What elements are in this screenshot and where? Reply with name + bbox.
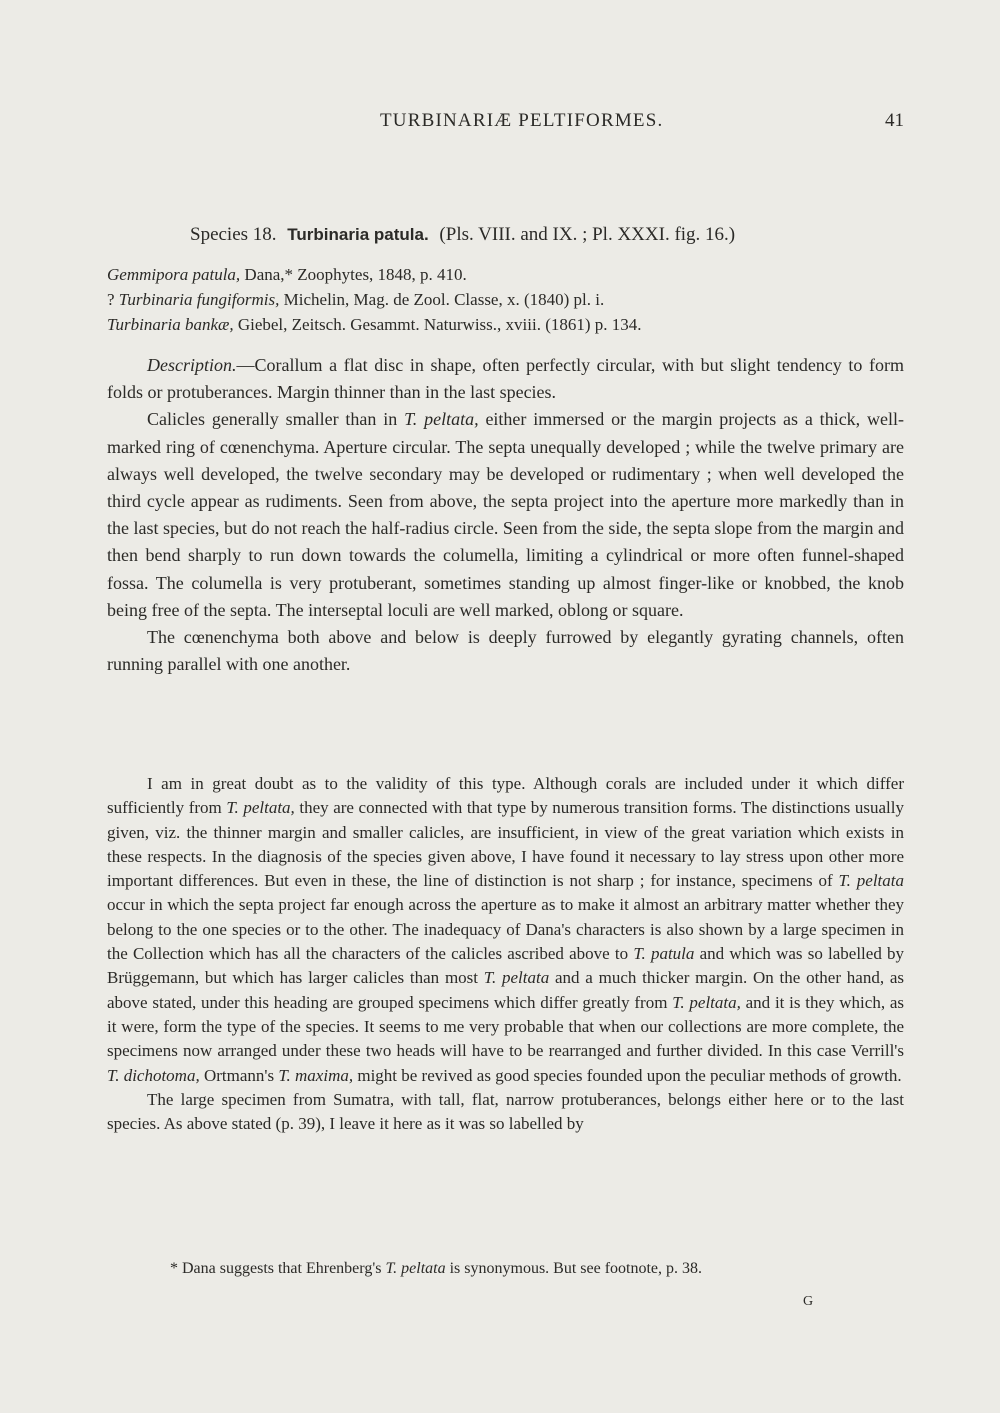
paragraph-text: The large specimen from Sumatra, with tall, flat, narrow protuberances, belongs either here or to the last species. As above stated (p. 39), I leave it here as it was so labelled by	[107, 1089, 904, 1134]
species-reference: T. peltata,	[672, 992, 741, 1012]
species-reference: T. peltata	[385, 1260, 446, 1277]
synonym-reference: Michelin, Mag. de Zool. Classe, x. (1840) pl. i.	[279, 290, 605, 309]
synonymy-list	[107, 262, 907, 337]
paragraph-text: I am in great doubt as to the validity of this type. Although corals are included under it which differ sufficiently from	[107, 774, 904, 818]
species-reference: T. peltata	[483, 968, 550, 988]
synonym-prefix: ?	[107, 290, 119, 309]
footnote	[170, 1260, 890, 1278]
species-reference: T. peltata	[838, 871, 904, 891]
calicles-paragraph	[107, 406, 904, 624]
sumatra-paragraph	[107, 1088, 904, 1137]
footnote-text: is synonymous. But see footnote, p. 38.	[445, 1260, 703, 1277]
paragraph-text: occur in which the septa project far enough across the aperture as to make it almost an arbitrary matter whether they belong to the one species or to the other. The inadequacy of Dana's characters is also shown by a large specimen in the Collection which has all the characters of the calicles ascribed above to	[107, 895, 904, 964]
synonym-name: Gemmipora patula,	[107, 265, 241, 284]
species-name: Turbinaria patula.	[287, 225, 429, 244]
synonym-entry	[107, 262, 907, 287]
species-reference: T. maxima,	[278, 1065, 354, 1085]
species-heading	[190, 224, 910, 246]
paragraph-text: Ortmann's	[199, 1065, 279, 1085]
remarks-paragraph	[107, 772, 904, 1088]
paragraph-text: Calicles generally smaller than in	[147, 409, 405, 430]
description-section	[107, 352, 904, 678]
running-title: TURBINARIÆ PELTIFORMES.	[380, 110, 664, 131]
paragraph-text: and it is they which, as it were, form the type of the species. It seems to me very probable that when our collections are more complete, the specimens now arranged under these two heads will have to be rearranged and further divided. In this case Verrill's	[107, 992, 904, 1061]
footnote-text: * Dana suggests that Ehrenberg's	[170, 1260, 386, 1277]
species-reference: T. dichotoma,	[107, 1065, 200, 1085]
paragraph-text: The cœnenchyma both above and below is deeply furrowed by elegantly gyrating channels, often running parallel with one another.	[107, 627, 904, 675]
synonym-name: Turbinaria bankæ,	[107, 315, 234, 334]
running-head	[0, 110, 1000, 140]
paragraph-text: —Corallum a flat disc in shape, often perfectly circular, with but slight tendency to form folds or protuberances. Margin thinner than in the last species.	[107, 355, 904, 403]
synonym-name: Turbinaria fungiformis,	[118, 290, 280, 309]
synonym-entry	[107, 287, 907, 312]
synonym-reference: Giebel, Zeitsch. Gesammt. Naturwiss., xviii. (1861) p. 134.	[233, 315, 642, 334]
species-reference: T. patula	[633, 944, 695, 964]
paragraph-text: they are connected with that type by numerous transition forms. The distinctions usually given, viz. the thinner margin and smaller calicles, are insufficient, in view of the great variation which exists in these respects. In the diagnosis of the species given above, I have found it necessary to lay stress upon other more important differences. But even in these, the line of distinction is not sharp ; for instance, specimens of	[107, 798, 904, 891]
remarks-section	[107, 772, 904, 1136]
paragraph-text: either immersed or the margin projects as a thick, well-marked ring of cœnenchyma. Aperture circular. The septa unequally developed ; while the twelve primary are always well developed, the twelve secondary may be developed or rudimentary ; when well developed the third cycle appear as rudiments. Seen from above, the septa project into the aperture more markedly than in the last species, but do not reach the half-radius circle. Seen from the side, the septa slope from the margin and then bend sharply to run down towards the columella, limiting a cylindrical or more often funnel-shaped fossa. The columella is very protuberant, sometimes standing up almost finger-like or knobbed, the knob being free of the septa. The interseptal loculi are well marked, oblong or square.	[107, 409, 904, 620]
plate-references: (Pls. VIII. and IX. ; Pl. XXXI. fig. 16.)	[439, 224, 736, 245]
description-paragraph	[107, 352, 904, 406]
synonym-entry	[107, 312, 907, 337]
synonym-reference: Dana,* Zoophytes, 1848, p. 410.	[240, 265, 467, 284]
paragraph-text: might be revived as good species founded upon the peculiar methods of growth.	[353, 1065, 902, 1085]
paragraph-text: and which was so labelled by Brüggemann, but which has larger calicles than most	[107, 944, 905, 988]
description-label: Description.	[147, 355, 237, 375]
species-reference: T. peltata,	[404, 409, 479, 430]
paragraph-text: and a much thicker margin. On the other hand, as above stated, under this heading are grouped specimens which differ greatly from	[107, 968, 904, 1012]
signature-mark: G	[803, 1294, 814, 1309]
page-number: 41	[885, 110, 904, 131]
coenenchyma-paragraph	[107, 624, 904, 678]
species-label: Species 18.	[190, 224, 277, 245]
species-reference: T. peltata,	[226, 798, 295, 818]
